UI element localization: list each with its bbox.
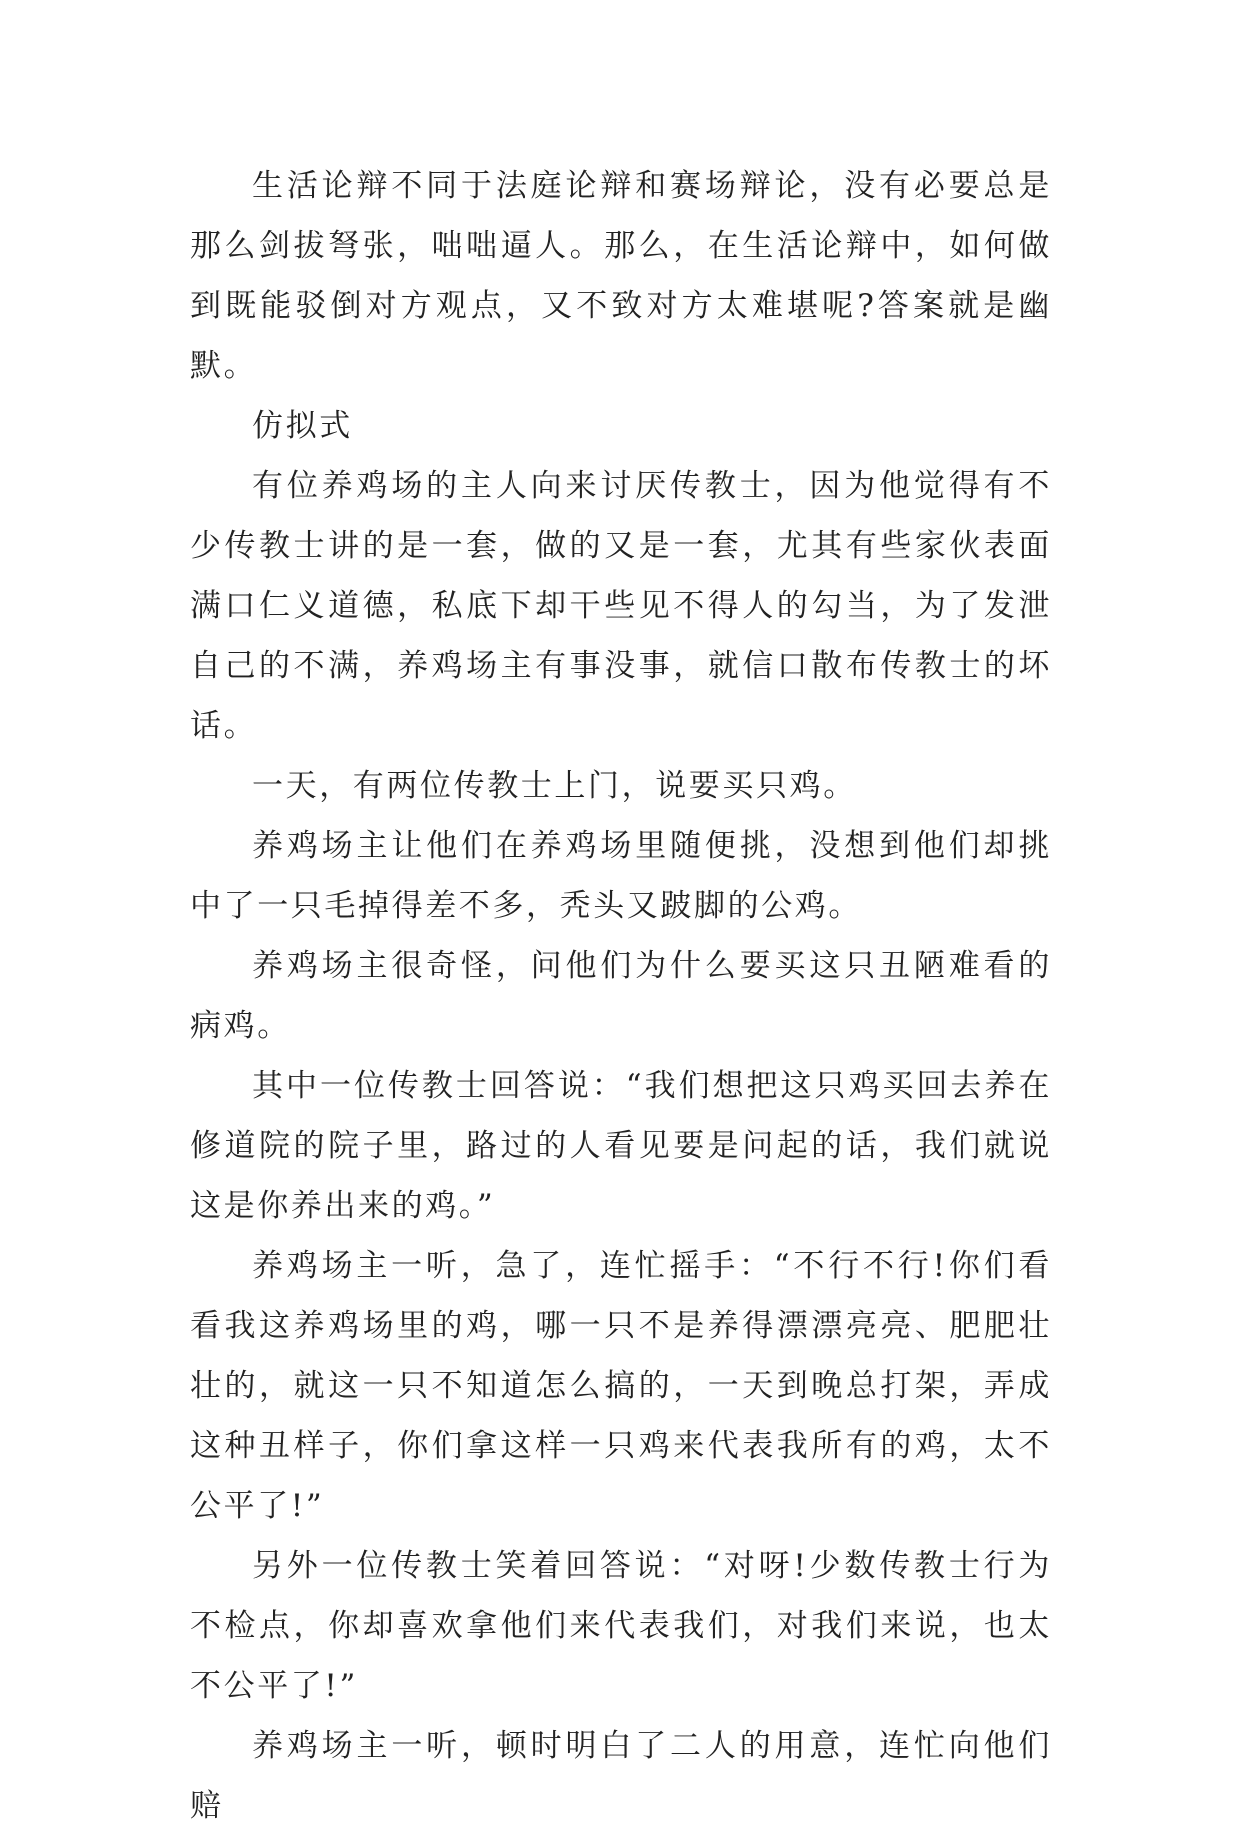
paragraph: 养鸡场主一听，顿时明白了二人的用意，连忙向他们赔 <box>190 1728 1052 1824</box>
paragraph: 有位养鸡场的主人向来讨厌传教士，因为他觉得有不少传教士讲的是一套，做的又是一套，尤其有些家伙表面满口仁义道德，私底下却干些见不得人的勾当，为了发泄自己的不满，养鸡场主有事没事，就信口散布传教士的坏话。 <box>190 468 1052 744</box>
paragraph: 养鸡场主让他们在养鸡场里随便挑，没想到他们却挑中了一只毛掉得差不多，秃头又跛脚的公鸡。 <box>190 828 1052 924</box>
paragraph: 其中一位传教士回答说：“我们想把这只鸡买回去养在修道院的院子里，路过的人看见要是问起的话，我们就说这是你养出来的鸡。” <box>190 1068 1052 1224</box>
section-heading: 仿拟式 <box>252 408 353 444</box>
paragraph: 养鸡场主很奇怪，问他们为什么要买这只丑陋难看的病鸡。 <box>190 948 1052 1044</box>
paragraph-intro: 生活论辩不同于法庭论辩和赛场辩论，没有必要总是那么剑拔弩张，咄咄逼人。那么，在生活论辩中，如何做到既能驳倒对方观点，又不致对方太难堪呢?答案就是幽默。 <box>190 168 1052 384</box>
document-body <box>190 156 1052 1836</box>
paragraph: 另外一位传教士笑着回答说：“对呀!少数传教士行为不检点，你却喜欢拿他们来代表我们，对我们来说，也太不公平了!” <box>190 1548 1052 1704</box>
paragraph: 养鸡场主一听，急了，连忙摇手：“不行不行!你们看看我这养鸡场里的鸡，哪一只不是养得漂漂亮亮、肥肥壮壮的，就这一只不知道怎么搞的，一天到晚总打架，弄成这种丑样子，你们拿这样一只鸡来代表我所有的鸡，太不公平了!” <box>190 1248 1052 1524</box>
paragraph: 一天，有两位传教士上门，说要买只鸡。 <box>252 768 857 804</box>
